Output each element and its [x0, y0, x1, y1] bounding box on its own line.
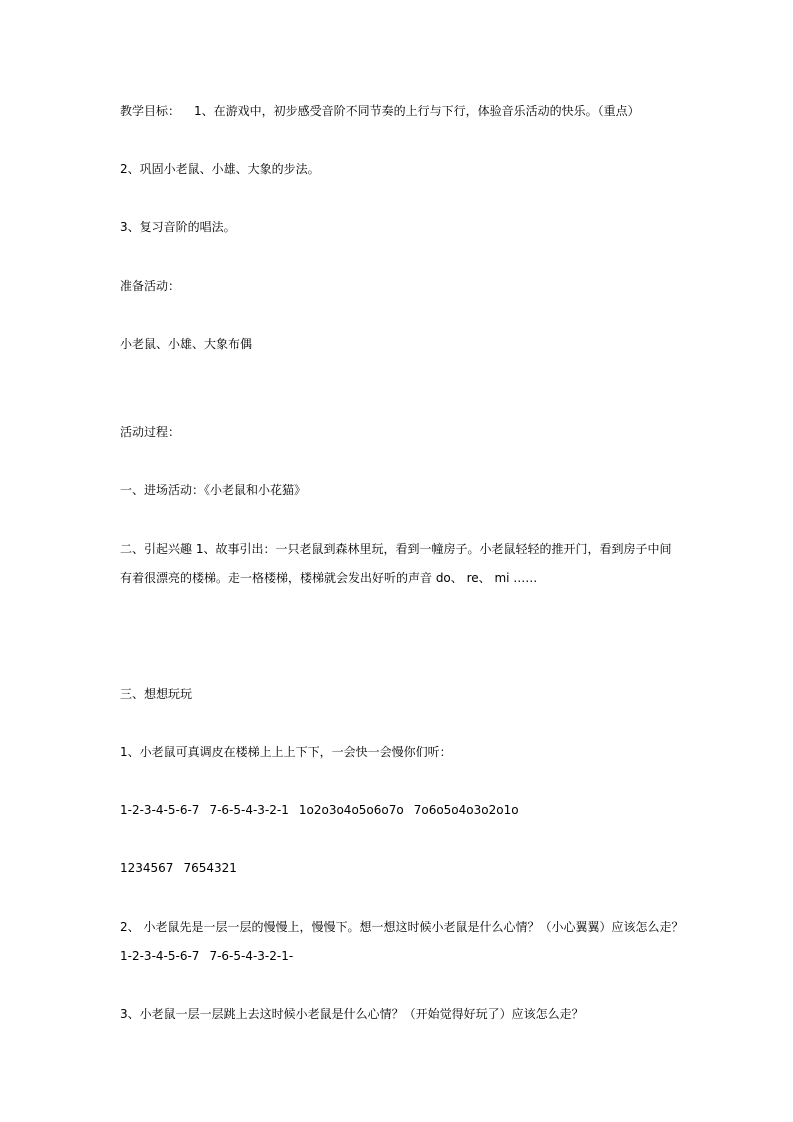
scale-c-descending: 7-6-5-4-3-2-1-: [209, 949, 294, 963]
step-3-heading: 三、想想玩玩: [120, 687, 193, 701]
teaching-goal-1: 1、在游戏中，初步感受音阶不同节奏的上行与下行，体验音乐活动的快乐。（重点）: [194, 104, 640, 118]
scale-b-ascending: 1234567: [120, 861, 174, 875]
step-3-item-2: 2、 小老鼠先是一层一层的慢慢上，慢慢下。想一想这时候小老鼠是什么心情？（小心翼翼）应该怎么走？: [120, 920, 684, 934]
scale-row-c: [120, 948, 293, 964]
teaching-goal-line: [120, 103, 640, 119]
scale-row-a: [120, 802, 519, 818]
step-2-story-line-1: 二、引起兴趣 1、故事引出：一只老鼠到森林里玩，看到一幢房子。小老鼠轻轻的推开门，看到房子中间: [120, 542, 672, 556]
teaching-goal-label: 教学目标：: [120, 104, 181, 118]
teaching-goal-3: 3、复习音阶的唱法。: [120, 220, 236, 234]
step-2-story-line-2: 有着很漂亮的楼梯。走一格楼梯，楼梯就会发出好听的声音 do、 re、 mi ……: [120, 571, 538, 585]
teaching-goal-2: 2、巩固小老鼠、小雄、大象的步法。: [120, 162, 320, 176]
scale-c-ascending: 1-2-3-4-5-6-7: [120, 949, 200, 963]
step-1-entrance-activity: 一、进场活动：《小老鼠和小花猫》: [120, 483, 307, 497]
preparation-label: 准备活动：: [120, 279, 181, 293]
scale-a-descending: 7-6-5-4-3-2-1: [209, 803, 289, 817]
process-label: 活动过程：: [120, 425, 181, 439]
preparation-items: 小老鼠、小雄、大象布偶: [120, 337, 253, 351]
scale-a-descending-rest: 7o6o5o4o3o2o1o: [413, 803, 519, 817]
scale-a-ascending: 1-2-3-4-5-6-7: [120, 803, 200, 817]
scale-a-ascending-rest: 1o2o3o4o5o6o7o: [298, 803, 404, 817]
scale-row-b: [120, 860, 237, 876]
scale-b-descending: 7654321: [183, 861, 237, 875]
step-3-item-3: 3、小老鼠一层一层跳上去这时候小老鼠是什么心情？（开始觉得好玩了）应该怎么走？: [120, 1007, 584, 1021]
step-3-item-1: 1、小老鼠可真调皮在楼梯上上上下下，一会快一会慢你们听：: [120, 745, 452, 759]
